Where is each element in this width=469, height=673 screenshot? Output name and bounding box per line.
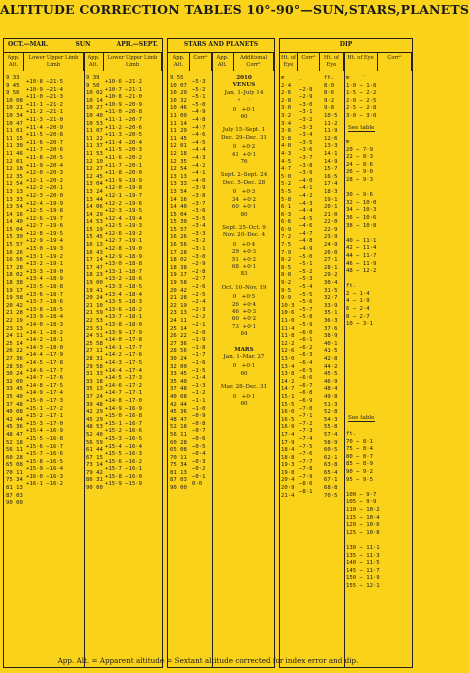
stars-sub-additional: Additional Corrⁿ bbox=[234, 53, 274, 71]
venus-period-2: July 15–Sept. 1 Dec. 29–Dec. 31 bbox=[220, 127, 267, 141]
dip-sub-corr-1: Corrⁿ bbox=[298, 53, 320, 71]
sun-table bbox=[3, 38, 163, 668]
year-label: 2010 bbox=[236, 75, 252, 81]
page-title: ALTITUDE CORRECTION TABLES 10°-90°—SUN,STARS,PLANETS bbox=[0, 2, 469, 17]
sun-sub-limb-2: Lower Upper Limb Limb bbox=[104, 53, 162, 71]
venus-block-3: 0 +0·3 34 +0·2 60 +0·1 80 bbox=[231, 189, 257, 218]
mars-period-2: Mar. 28–Dec. 31 bbox=[220, 384, 268, 391]
stars-sub-app-alt-2: App. Alt. bbox=[212, 53, 234, 71]
stars-alt-column: 9 55 10 07 10 20 10 32 10 46 11 00 11 14 11 29 11 45 12 01 12 18 12 35 12 54 13 13 13 33 13 54 14 16 14 40 15 04 15 30 15 57 16 26 16 56 17 28 18 02 18 38 19 17 19 58 20 42 21 28 22 19 23 13 24 11 25 14 26 22 27 36 28 56 30 24 32 00 33 45 35 40 37 48 40 08 42 44 45 36 48 47 52 18 56 11 60 28 65 08 70 11 75 34 81 13 87 03 90 00 bbox=[170, 75, 187, 492]
dip-see-table-1: See table bbox=[348, 125, 375, 131]
dip-corr-column: ′ −2·8 −2·9 −3·0 −3·1 −3·2 −3·3 −3·4 −3·5 −3·6 −3·7 −3·8 −3·9 −4·0 −4·1 −4·2 −4·3 −4·4 −4·5 −4·6 −4·7 −4·8 −4·9 −5·0 −5·1 −5·2 −5·3 −5·4 −5·5 −5·6 −5·7 −5·8 −5·9 −6·0 −6·1 −6·2 −6·3 −6·4 −6·5 −6·6 −6·7 −6·8 −6·9 −7·0 −7·1 −7·2 −7·3 −7·4 −7·5 −7·6 −7·7 −7·8 −7·9 −8·0 −8·1 bbox=[299, 79, 313, 496]
venus-period-1: Jan. 1–July 14 bbox=[224, 89, 264, 96]
venus-block-1: ° ′ 0 +0·1 60 bbox=[232, 99, 256, 121]
mars-period-1: Jan. 1–Mar. 27 bbox=[223, 354, 265, 360]
stars-table-header: STARS AND PLANETS bbox=[168, 38, 274, 53]
mars-title: MARS bbox=[234, 346, 254, 353]
dip-small-ht-column: m ′ 1·0 − 1·8 1·5 − 2·2 2·0 − 2·5 2·5 − 2·8 3·0 − 3·0 bbox=[346, 75, 377, 119]
dip-large-ht-column: m 20 − 7·9 22 − 8·3 24 − 8·6 26 − 9·0 28 − 9·3 30 − 9·6 32 − 10·0 34 − 10·3 36 − 10·6 38 − 10·8 40 − 11·1 42 − 11·4 44 − 11·7 46 − 11·9 48 − 12·2 ft. 2 − 1·4 4 − 1·9 6 − 2·4 8 − 2·7 10 − 3·1 bbox=[346, 139, 377, 328]
dip-sub-ht-1: Ht. of Eye bbox=[280, 53, 298, 71]
sun-table-header bbox=[4, 38, 162, 53]
stars-table bbox=[167, 38, 275, 668]
footer-note: App. Alt. = Apparent altitude = Sextant altitude corrected for index error and dip. bbox=[57, 656, 359, 665]
dip-sub-ht-2: Ht. of Eye bbox=[320, 53, 344, 71]
venus-block-2: 0 +0·2 41 +0·1 76 bbox=[231, 144, 257, 166]
stars-sub-app-alt: App. Alt. bbox=[168, 53, 190, 71]
dip-sub-corr-3: Corrⁿ bbox=[378, 53, 412, 71]
sun-sub-app-alt-1: App. Alt. bbox=[4, 53, 24, 71]
sun-header-mid: SUN bbox=[75, 41, 91, 48]
mars-block-2: 0 +0·1 60 bbox=[232, 393, 256, 408]
dip-sub-ht-3: Ht. of Eye bbox=[344, 53, 378, 71]
dip-table-header: DIP bbox=[280, 38, 412, 53]
venus-block-4: 0 +0·4 29 +0·3 51 +0·2 68 +0·1 83 bbox=[231, 241, 257, 278]
sun-header-left: OCT.—MAR. bbox=[8, 41, 49, 48]
sun-header-right: APR.—SEPT. bbox=[116, 41, 158, 48]
sun-oct-alt-column: 9 33 9 45 9 56 10 08 10 21 10 34 10 47 11 01 11 15 11 30 11 46 12 01 12 18 12 35 12 54 13 13 13 33 13 54 14 16 14 40 15 04 15 30 15 57 16 26 16 56 17 28 18 02 18 38 19 17 19 58 20 42 21 28 22 19 23 13 24 11 25 14 26 22 27 36 28 56 30 24 32 00 33 45 35 40 37 48 40 08 42 44 45 36 48 47 52 18 56 11 60 28 65 08 70 11 75 34 81 13 87 03 90 00 bbox=[6, 75, 23, 507]
dip-ft-ht-column: ft. 70 − 8·1 75 − 8·4 80 − 8·7 85 − 8·9 90 − 9·2 95 − 9·5 100 − 9·7 105 − 9·9 110 − 10·2 115 − 10·4 120 − 10·6 125 − 10·8 130 − 11·1 135 − 11·3 140 − 11·5 145 − 11·7 150 − 11·9 155 − 12·1 bbox=[346, 431, 380, 589]
venus-title: VENUS bbox=[232, 82, 256, 89]
stars-sub-corr: Corrⁿ bbox=[190, 53, 212, 71]
dip-see-table-2: See table bbox=[348, 415, 375, 421]
sun-apr-alt-column: 9 39 9 50 10 02 10 14 10 27 10 40 10 53 11 07 11 22 11 37 11 53 12 10 12 27 12 45 13 04 13 24 13 44 14 06 14 29 14 53 15 19 15 45 16 13 16 43 17 14 17 47 18 23 19 00 19 41 20 24 21 10 21 59 22 53 23 51 24 51 25 58 27 11 28 31 29 58 31 33 33 18 35 13 37 24 39 48 42 29 45 29 48 53 52 40 56 59 61 44 67 15 73 14 79 42 86 31 90 00 bbox=[86, 75, 103, 492]
venus-period-3: Sept. 2–Sept. 24 Dec. 5–Dec. 28 bbox=[220, 172, 268, 186]
dip-ht-m-column: m 2·4 2·6 2·8 3·0 3·2 3·4 3·6 3·8 4·0 4·3 4·5 4·7 5·0 5·2 5·5 5·8 6·1 6·3 6·6 6·9 7·2 7·5 7·9 8·2 8·5 8·8 9·2 9·5 9·9 10·3 10·6 11·0 11·4 11·8 12·2 12·6 13·0 13·4 13·8 14·2 14·7 15·1 15·5 16·0 16·5 16·9 17·4 17·9 18·4 18·8 19·3 19·8 20·4 20·9 21·4 bbox=[281, 75, 295, 499]
sun-divider bbox=[84, 53, 85, 667]
dip-divider bbox=[344, 53, 345, 667]
stars-divider bbox=[212, 53, 213, 667]
dip-ht-ft-column: ft. 8·0 8·6 9·2 9·8 10·5 11·2 11·9 12·6 13·3 14·1 14·9 15·7 16·5 17·4 18·3 19·1 20·1 21·0 22·0 22·9 23·9 24·9 26·0 27·1 28·1 29·2 30·4 31·5 32·7 33·9 35·1 36·3 37·6 38·9 40·1 41·5 42·8 44·2 45·5 46·9 48·4 49·8 51·3 52·8 54·3 55·8 57·4 58·9 60·5 62·1 63·8 65·4 67·1 68·8 70·5 bbox=[324, 75, 338, 499]
stars-corr-column: −5·3 −5·2 −5·1 −5·0 −4·9 −4·8 −4·7 −4·6 −4·5 −4·4 −4·3 −4·2 −4·1 −4·0 −3·9 −3·8 −3·7 −3·6 −3·5 −3·4 −3·3 −3·2 −3·1 −3·0 −2·9 −2·8 −2·7 −2·6 −2·5 −2·4 −2·3 −2·2 −2·1 −2·0 −1·9 −1·8 −1·7 −1·6 −1·5 −1·4 −1·3 −1·2 −1·1 −1·0 −0·9 −0·8 −0·7 −0·6 −0·5 −0·4 −0·3 −0·2 −0·1 0·0 bbox=[192, 79, 206, 488]
sun-sub-app-alt-2: App. Alt. bbox=[84, 53, 104, 71]
sun-oct-corr-column: +10·8 −21·5 +10·9 −21·4 +11·0 −21·3 +11·1 −21·2 +11·2 −21·1 +11·3 −21·0 +11·4 −20·9 +11·5 −20·8 +11·6 −20·7 +11·7 −20·6 +11·8 −20·5 +11·9 −20·4 +12·0 −20·3 +12·1 −20·2 +12·2 −20·1 +12·3 −20·0 +12·4 −19·9 +12·5 −19·8 +12·6 −19·7 +12·7 −19·6 +12·8 −19·5 +12·9 −19·4 +13·0 −19·3 +13·1 −19·2 +13·2 −19·1 +13·3 −19·0 +13·4 −18·9 +13·5 −18·8 +13·6 −18·7 +13·7 −18·6 +13·8 −18·5 +13·9 −18·4 +14·0 −18·3 +14·1 −18·2 +14·2 −18·1 +14·3 −18·0 +14·4 −17·9 +14·5 −17·8 +14·6 −17·7 +14·7 −17·6 +14·8 −17·5 +14·9 −17·4 +15·0 −17·3 +15·1 −17·2 +15·2 −17·1 +15·3 −17·0 +15·4 −16·9 +15·5 −16·8 +15·6 −16·7 +15·7 −16·6 +15·8 −16·5 +15·9 −16·4 +16·0 −16·3 +16·1 −16·2 bbox=[26, 79, 64, 488]
mars-block-1: 0 +0·1 60 bbox=[232, 363, 256, 377]
stars-additional-panel bbox=[214, 75, 274, 408]
venus-period-5: Oct. 10–Nov. 19 bbox=[221, 284, 267, 291]
sun-apr-corr-column: +10·6 −21·2 +10·7 −21·1 +10·8 −21·0 +10·9 −20·9 +11·0 −20·8 +11·1 −20·7 +11·2 −20·6 +11·3 −20·5 +11·4 −20·4 +11·5 −20·3 +11·6 −20·2 +11·7 −20·1 +11·8 −20·0 +11·9 −19·9 +12·0 −19·8 +12·1 −19·7 +12·2 −19·6 +12·3 −19·5 +12·4 −19·4 +12·5 −19·3 +12·6 −19·2 +12·7 −19·1 +12·8 −19·0 +12·9 −18·9 +13·0 −18·8 +13·1 −18·7 +13·2 −18·6 +13·3 −18·5 +13·4 −18·4 +13·5 −18·3 +13·6 −18·2 +13·7 −18·1 +13·8 −18·0 +13·9 −17·9 +14·0 −17·8 +14·1 −17·7 +14·2 −17·6 +14·3 −17·5 +14·4 −17·4 +14·5 −17·3 +14·6 −17·2 +14·7 −17·1 +14·8 −17·0 +14·9 −16·9 +15·0 −16·8 +15·1 −16·7 +15·2 −16·6 +15·3 −16·5 +15·4 −16·4 +15·5 −16·3 +15·6 −16·2 +15·7 −16·1 +15·8 −16·0 +15·9 −15·9 bbox=[105, 79, 143, 488]
venus-block-5: 0 +0·5 26 +0·4 46 +0·3 60 +0·2 73 +0·1 84 bbox=[231, 294, 257, 338]
dip-table bbox=[279, 38, 413, 668]
venus-period-4: Sept. 25–Oct. 9 Nov. 20–Dec. 4 bbox=[222, 224, 266, 239]
sun-sub-limb-1: Lower Upper Limb Limb bbox=[24, 53, 84, 71]
